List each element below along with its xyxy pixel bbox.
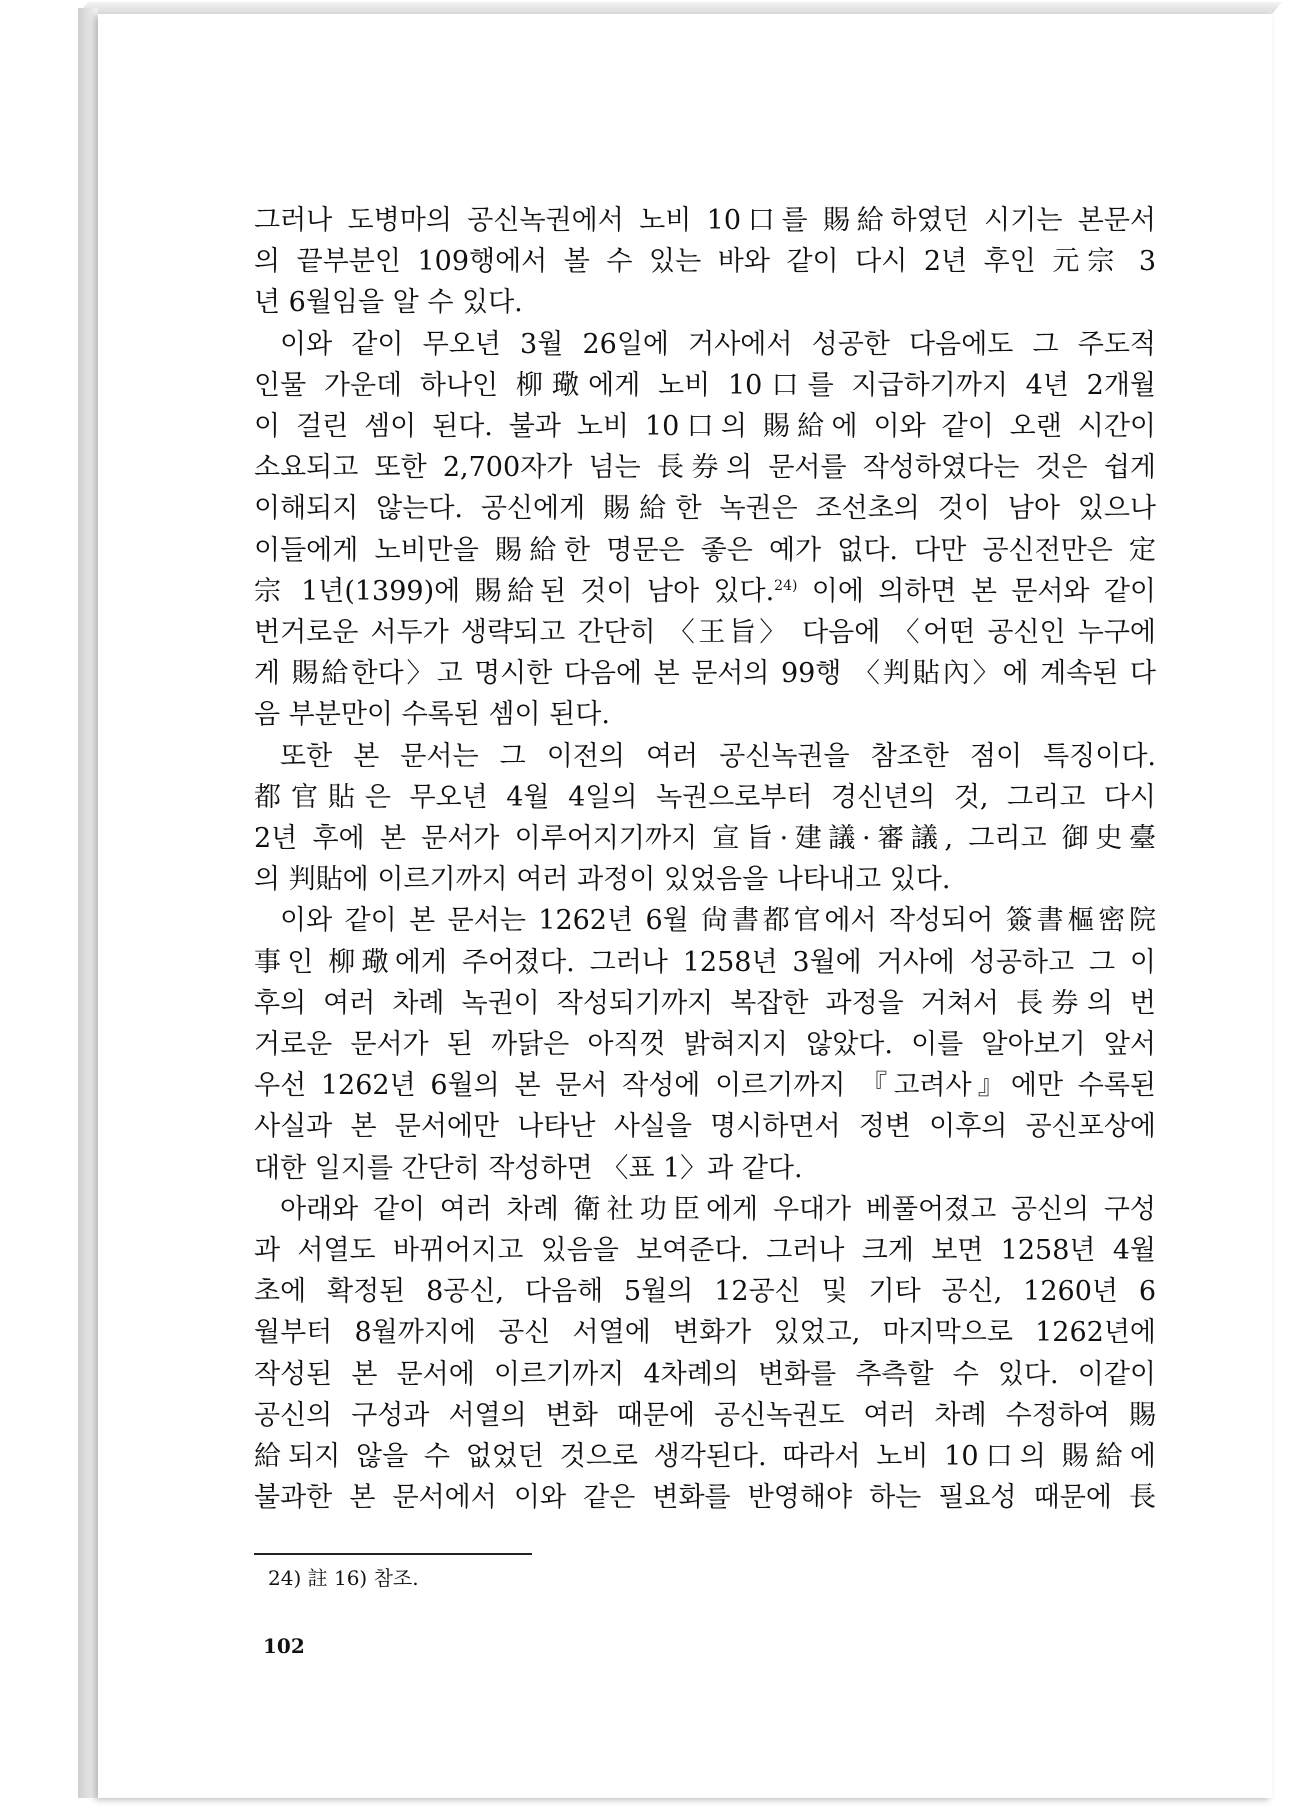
- text-line: 의 判貼에 이르기까지 여러 과정이 있었음을 나타내고 있다.: [254, 864, 951, 896]
- text-line-with-footnote: [254, 571, 1156, 612]
- text-line: 給되지 않을 수 없었던 것으로 생각된다. 따라서 노비 10口의 賜給에: [254, 1441, 1156, 1473]
- text-fragment: 宗 1년(1399)에 賜給된 것이 남아 있다.: [254, 575, 775, 607]
- text-line: 소요되고 또한 2,700자가 넘는 長券의 문서를 작성하였다는 것은 쉽게: [254, 452, 1156, 484]
- text-line: 월부터 8월까지에 공신 서열에 변화가 있었고, 마지막으로 1262년에: [254, 1317, 1156, 1349]
- text-line: 초에 확정된 8공신, 다음해 5월의 12공신 및 기타 공신, 1260년 6: [254, 1276, 1156, 1308]
- text-line: 사실과 본 문서에만 나타난 사실을 명시하면서 정변 이후의 공신포상에: [254, 1111, 1156, 1143]
- text-line: 대한 일지를 간단히 작성하면 〈표 1〉과 같다.: [254, 1152, 803, 1184]
- text-line: 이와 같이 무오년 3월 26일에 거사에서 성공한 다음에도 그 주도적: [280, 328, 1156, 360]
- page-stack-left-edge: [78, 8, 98, 1798]
- text-line: 이와 같이 본 문서는 1262년 6월 尙書都官에서 작성되어 簽書樞密院: [280, 905, 1156, 937]
- text-line: 후의 여러 차례 녹권이 작성되기까지 복잡한 과정을 거쳐서 長券의 번: [254, 987, 1156, 1019]
- page-number: 102: [263, 1634, 305, 1658]
- text-line: 불과한 본 문서에서 이와 같은 변화를 반영해야 하는 필요성 때문에 長: [254, 1482, 1156, 1514]
- text-fragment: 이에 의하면 본 문서와 같이: [811, 575, 1156, 607]
- text-line: 都官貼은 무오년 4월 4일의 녹권으로부터 경신년의 것, 그리고 다시: [254, 781, 1156, 813]
- text-line: 음 부분만이 수록된 셈이 된다.: [254, 699, 610, 731]
- text-line: 또한 본 문서는 그 이전의 여러 공신녹권을 참조한 점이 특징이다.: [280, 740, 1156, 772]
- text-line: 우선 1262년 6월의 본 문서 작성에 이르기까지 『고려사』에만 수록된: [254, 1070, 1156, 1102]
- footnote-divider: [254, 1553, 532, 1555]
- text-line: 이해되지 않는다. 공신에게 賜給한 녹권은 조선초의 것이 남아 있으나: [254, 493, 1156, 525]
- text-line: 아래와 같이 여러 차례 衛社功臣에게 우대가 베풀어졌고 공신의 구성: [280, 1193, 1156, 1225]
- text-line: 이 걸린 셈이 된다. 불과 노비 10口의 賜給에 이와 같이 오랜 시간이: [254, 411, 1156, 443]
- text-line: 작성된 본 문서에 이르기까지 4차례의 변화를 추측할 수 있다. 이같이: [254, 1358, 1156, 1390]
- text-line: 事인 柳璥에게 주어졌다. 그러나 1258년 3월에 거사에 성공하고 그 이: [254, 946, 1156, 978]
- text-line: 과 서열도 바뀌어지고 있음을 보여준다. 그러나 크게 보면 1258년 4월: [254, 1235, 1156, 1267]
- body-text: [254, 200, 1156, 1519]
- text-line: 의 끝부분인 109행에서 볼 수 있는 바와 같이 다시 2년 후인 元宗 3: [254, 246, 1156, 278]
- text-line: 년 6월임을 알 수 있다.: [254, 287, 523, 319]
- text-line: 공신의 구성과 서열의 변화 때문에 공신녹권도 여러 차례 수정하여 賜: [254, 1399, 1156, 1431]
- text-line: 2년 후에 본 문서가 이루어지기까지 宣旨·建議·審議, 그리고 御史臺: [254, 823, 1156, 855]
- text-line: 이들에게 노비만을 賜給한 명문은 좋은 예가 없다. 다만 공신전만은 定: [254, 534, 1156, 566]
- text-line: 거로운 문서가 된 까닭은 아직껏 밝혀지지 않았다. 이를 알아보기 앞서: [254, 1029, 1156, 1061]
- footnote: 24) 註 16) 참조.: [268, 1566, 419, 1590]
- text-line: 번거로운 서두가 생략되고 간단히 〈王旨〉 다음에 〈어떤 공신인 누구에: [254, 617, 1156, 649]
- text-line: 그러나 도병마의 공신녹권에서 노비 10口를 賜給하였던 시기는 본문서: [254, 205, 1156, 236]
- footnote-marker: 24): [774, 577, 798, 594]
- text-line: 인물 가운데 하나인 柳璥에게 노비 10口를 지급하기까지 4년 2개월: [254, 369, 1156, 401]
- text-line: 게 賜給한다〉고 명시한 다음에 본 문서의 99행 〈判貼內〉에 계속된 다: [254, 658, 1156, 690]
